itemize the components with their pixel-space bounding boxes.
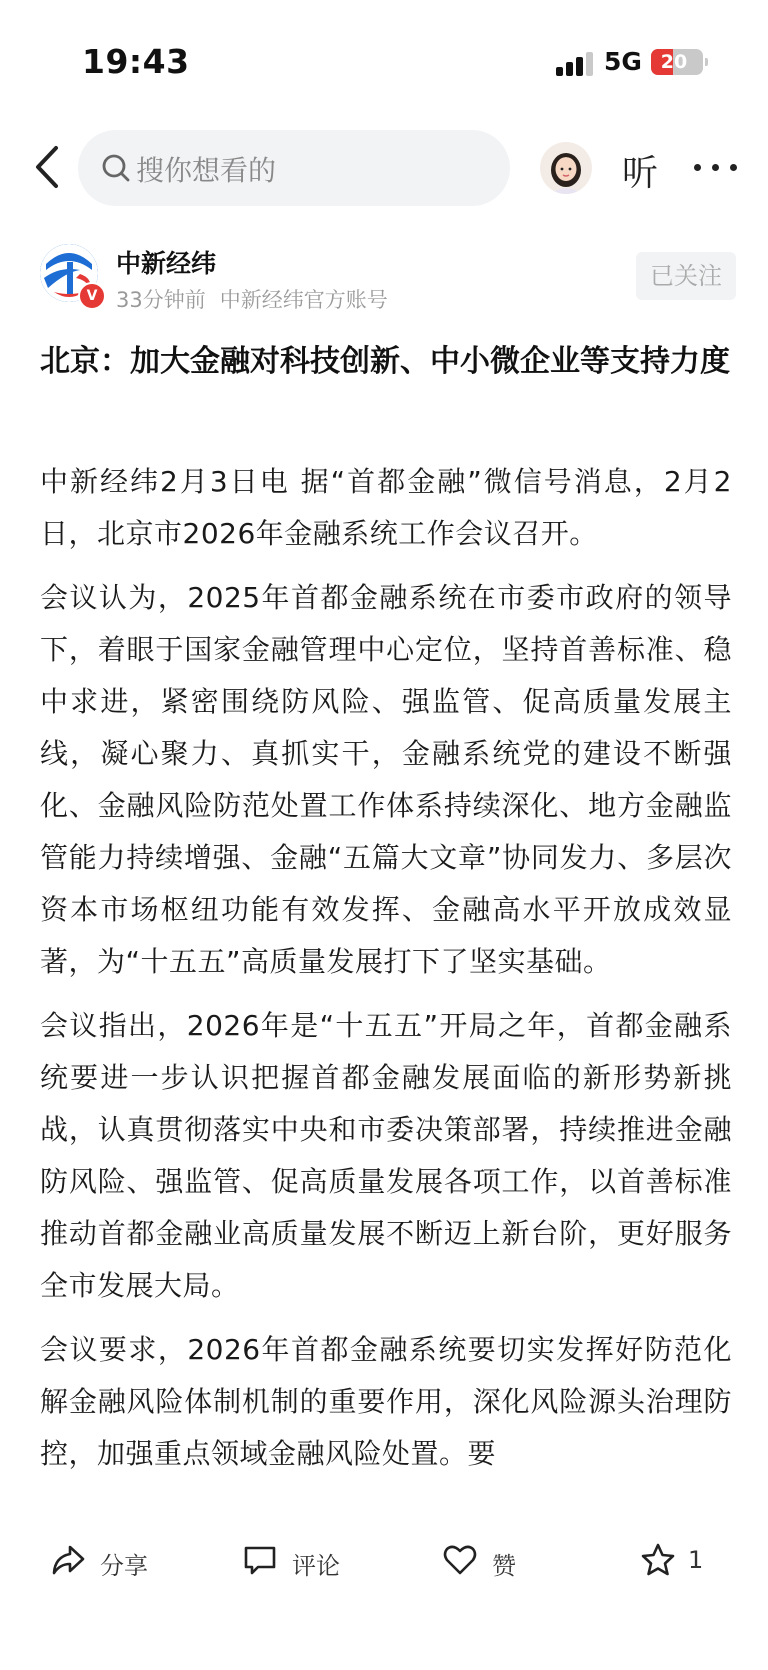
star-icon xyxy=(640,1542,676,1578)
battery-level: 20 xyxy=(660,51,688,73)
signal-icon xyxy=(556,50,596,76)
back-button[interactable] xyxy=(28,142,68,192)
status-time: 19:43 xyxy=(82,42,190,81)
chevron-left-icon xyxy=(28,142,68,192)
article-title: 北京：加大金融对科技创新、中小微企业等支持力度 xyxy=(40,344,730,379)
search-icon xyxy=(100,152,132,184)
article-paragraph: 中新经纬2月3日电 据“首都金融”微信号消息，2月2日，北京市2026年金融系统工作会议召开。 xyxy=(40,465,732,550)
comment-label: 评论 xyxy=(292,1552,340,1580)
article-paragraph: 会议指出，2026年是“十五五”开局之年，首都金融系统要进一步认识把握首都金融发展面临的新形势新挑战，认真贯彻落实中央和市委决策部署，持续推进金融防风险、强监管、促高质量发展各项工作，以首善标准推动首都金融业高质量发展不断迈上新台阶，更好服务全市发展大局。 xyxy=(40,1009,732,1302)
author-row xyxy=(0,244,768,316)
search-bar[interactable] xyxy=(78,130,510,206)
like-label: 赞 xyxy=(492,1552,516,1580)
favorite-button[interactable] xyxy=(640,1530,730,1590)
listen-button[interactable]: 听 xyxy=(622,153,659,194)
avatar[interactable] xyxy=(540,142,592,194)
article-paragraph: 会议要求，2026年首都金融系统要切实发挥好防范化解金融风险体制机制的重要作用，深化风险源头治理防控，加强重点领域金融风险处置。要 xyxy=(40,1333,732,1470)
top-nav xyxy=(0,128,768,212)
more-dot-icon xyxy=(712,164,719,171)
share-label: 分享 xyxy=(100,1552,148,1580)
post-time: 33分钟前 xyxy=(116,288,206,312)
assistant-avatar-icon xyxy=(540,142,592,194)
battery-icon xyxy=(651,49,703,75)
account-description: 中新经纬官方账号 xyxy=(219,288,388,312)
more-options-button[interactable] xyxy=(694,164,738,174)
follow-button[interactable]: 已关注 xyxy=(636,252,736,300)
author-name[interactable]: 中新经纬 xyxy=(116,249,217,278)
article-paragraph: 会议认为，2025年首都金融系统在市委市政府的领导下，着眼于国家金融管理中心定位，坚持首善标准、稳中求进，紧密围绕防风险、强监管、促高质量发展主线，凝心聚力、真抓实干，金融系统党的建设不断强化、金融风险防范处置工作体系持续深化、地方金融监管能力持续增强、金融“五篇大文章”协同发力、多层次资本市场枢纽功能有效发挥、金融高水平开放成效显著，为“十五五”高质量发展打下了坚实基础。 xyxy=(40,581,732,978)
verified-badge: V xyxy=(78,282,106,310)
comment-button[interactable] xyxy=(242,1530,352,1590)
like-button[interactable] xyxy=(442,1530,542,1590)
search-placeholder: 搜你想看的 xyxy=(136,154,277,187)
share-icon xyxy=(50,1542,86,1578)
favorite-count: 1 xyxy=(688,1546,704,1574)
author-meta xyxy=(116,284,388,314)
bottom-action-bar xyxy=(0,1530,768,1670)
share-button[interactable] xyxy=(50,1530,160,1590)
article-body xyxy=(40,456,732,1492)
comment-icon xyxy=(242,1542,278,1578)
status-bar xyxy=(0,0,768,120)
network-type: 5G xyxy=(604,47,642,76)
more-dot-icon xyxy=(694,164,701,171)
heart-icon xyxy=(442,1542,478,1578)
more-dot-icon xyxy=(730,164,737,171)
